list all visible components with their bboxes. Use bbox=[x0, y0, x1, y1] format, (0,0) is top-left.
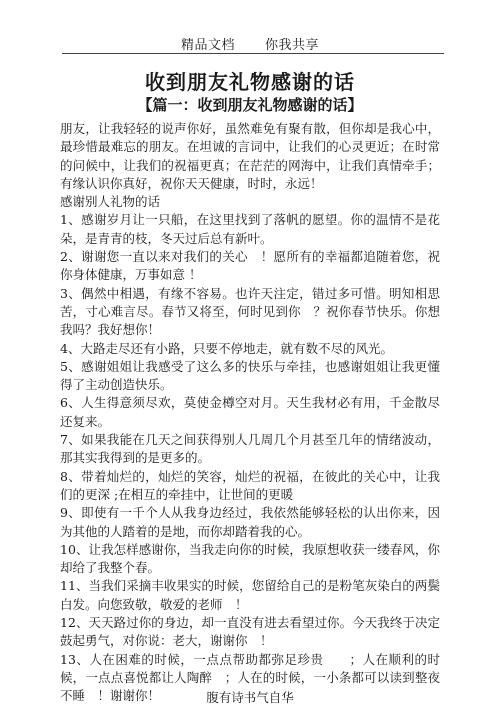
document-body bbox=[60, 120, 440, 706]
document-title: 收到朋友礼物感谢的话 bbox=[145, 70, 355, 94]
body-paragraph: 7、如果我能在几天之间获得别人几周几个月甚至几年的情绪波动，那其实我得到的是更多的。 bbox=[60, 432, 440, 466]
body-paragraph: 4、大路走尽还有小路，只要不停地走，就有数不尽的风光。 bbox=[60, 340, 393, 356]
body-paragraph: 6、人生得意须尽欢，莫使金樽空对月。天生我材必有用，千金散尽还复来。 bbox=[60, 395, 440, 429]
body-paragraph: 感谢别人礼物的话 bbox=[60, 194, 161, 210]
body-paragraph: 13、人在困难的时候，一点点帮助都弥足珍贵 ；人在顺利的时候，一点点喜悦都让人陶醉 ；人在的时候，一小条都可以读到整夜不睡 ！谢谢你！ bbox=[60, 651, 440, 704]
body-paragraph: 2、谢谢您一直以来对我们的关心 ！愿所有的幸福都追随着您，祝你身体健康，万事如意 ！ bbox=[60, 249, 440, 283]
header-divider bbox=[62, 53, 444, 54]
body-paragraph: 3、偶然中相遇，有缘不容易。也许天注定，错过多可惜。明知相思苦，寸心难言尽。春节又将至，何时见到你 ？祝你春节快乐。你想我吗？我好想你！ bbox=[60, 285, 440, 338]
header-right-text: 你我共享 bbox=[265, 38, 320, 53]
body-paragraph: 8、带着灿烂的，灿烂的笑容，灿烂的祝福，在彼此的关心中，让我们的更深 ;在相互的牵挂中，让世间的更暖 bbox=[60, 468, 440, 502]
body-paragraph: 5、感谢姐姐让我感受了这么多的快乐与牵挂，也感谢姐姐让我更懂得了主动创造快乐。 bbox=[60, 358, 440, 393]
body-paragraph: 9、即使有一千个人从我身边经过，我依然能够轻松的认出你来，因为其他的人踏着的是地，而你却踏着我的心。 bbox=[60, 505, 440, 539]
body-paragraph: 11、当我们采摘丰收果实的时候，您留给自己的是粉笔灰染白的两鬓白发。向您致敬，敬爱的老师 ！ bbox=[60, 578, 440, 612]
header-left-text: 精品文档 bbox=[180, 38, 235, 53]
body-paragraph: 12、天天路过你的身边，却一直没有进去看望过你。今天我终于决定鼓起勇气，对你说：老大，谢谢你 ！ bbox=[60, 615, 440, 649]
page-header bbox=[0, 34, 500, 53]
body-paragraph: 1、感谢岁月让一只船，在这里找到了落帆的愿望。你的温情不是花朵，是青青的枝，冬天过后总有新叶。 bbox=[60, 212, 440, 246]
body-paragraph: 朋友，让我轻轻的说声你好，虽然难免有聚有散，但你却是我心中，最珍惜最难忘的朋友。在坦诚的言词中，让我们的心灵更近；在时常的问候中，让我们的祝福更真；在茫茫的网海中，让我们真情牵手；有缘认识你真好，祝你天天健康，时时，永远！ bbox=[60, 121, 440, 191]
body-paragraph: 10、让我怎样感谢你，当我走向你的时候，我原想收获一缕春风，你却给了我整个春。 bbox=[60, 541, 440, 576]
page-footer: 腹有诗书气自华 bbox=[206, 690, 294, 705]
section-heading: 【篇一：收到朋友礼物感谢的话】 bbox=[137, 96, 363, 114]
